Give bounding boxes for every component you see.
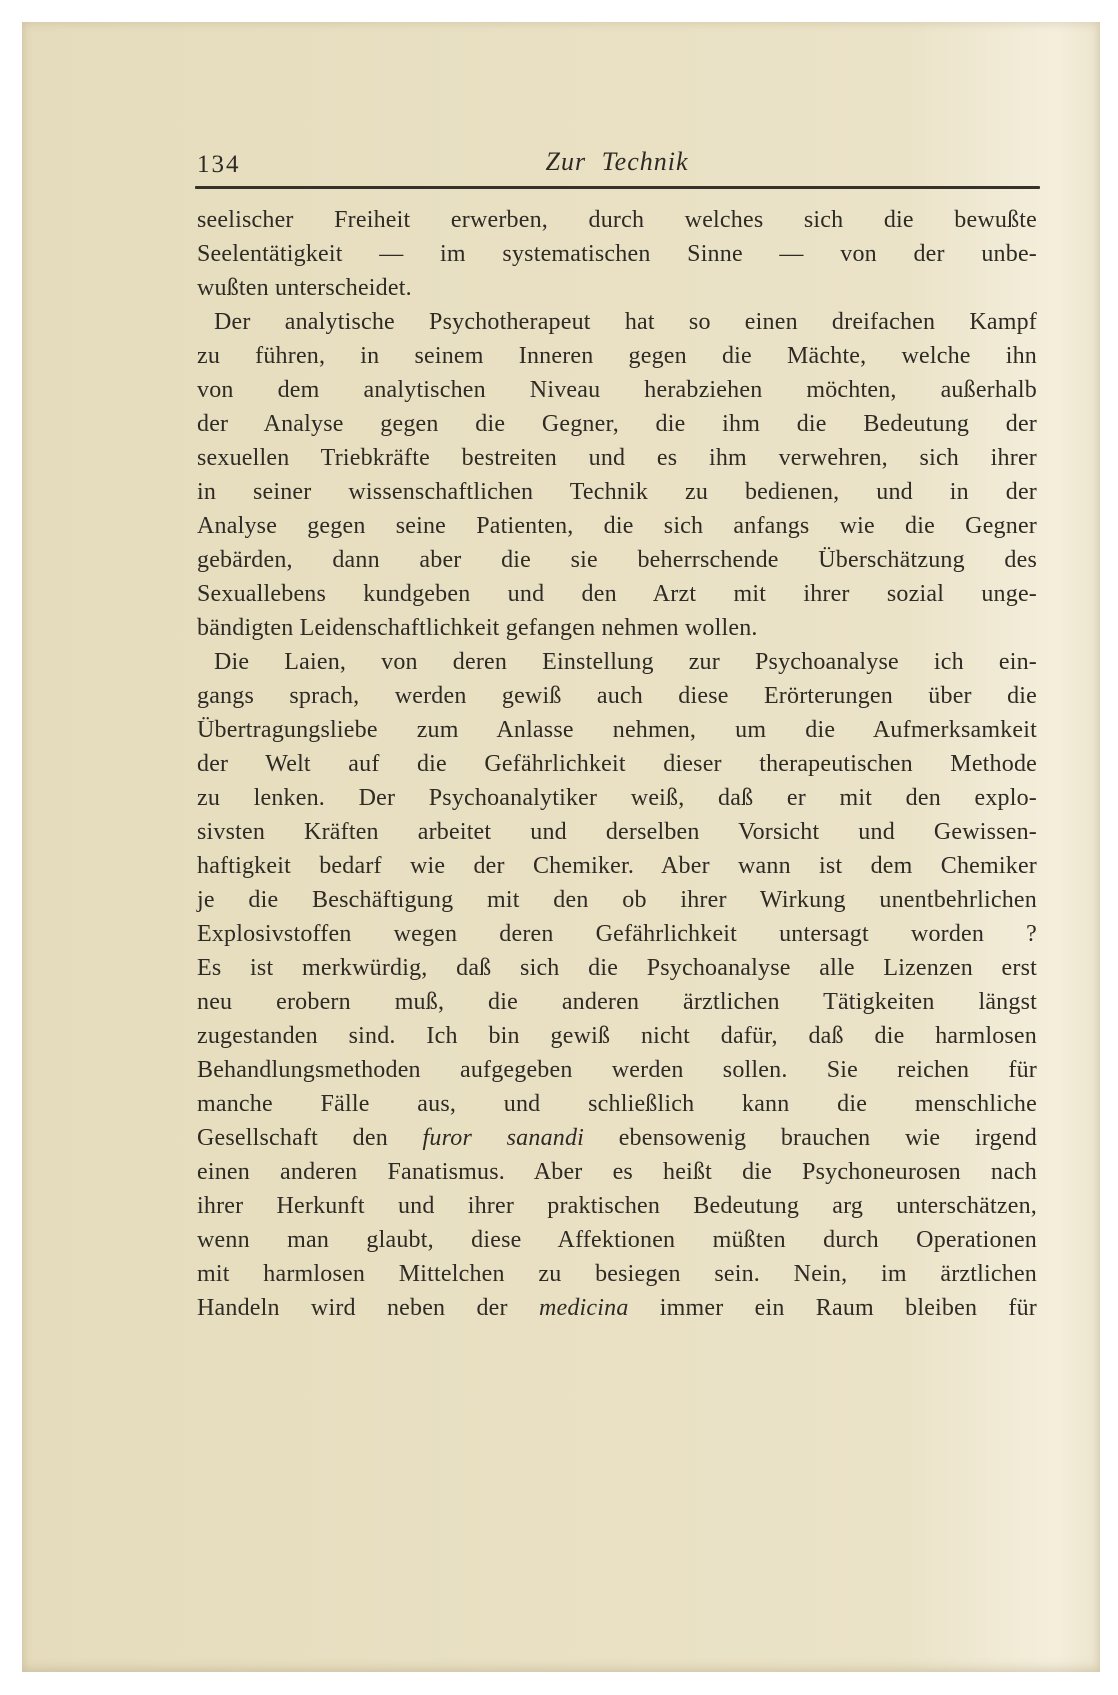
- book-page: [22, 22, 1100, 1672]
- text-segment: Behandlungsmethoden aufgegeben werden sollen. Sie reichen für: [197, 1057, 1037, 1083]
- text-line: [197, 237, 1037, 271]
- text-line: [197, 475, 1037, 509]
- text-segment: Seelentätigkeit — im systematischen Sinne — von der unbe-: [197, 241, 1037, 267]
- text-line: [197, 1155, 1037, 1189]
- text-line: [197, 645, 1037, 679]
- text-segment: ebensowenig brauchen wie irgend: [584, 1125, 1037, 1151]
- text-segment: zu lenken. Der Psychoanalytiker weiß, daß er mit den explo-: [197, 785, 1037, 811]
- text-line: [197, 713, 1037, 747]
- text-segment: Analyse gegen seine Patienten, die sich anfangs wie die Gegner: [197, 513, 1037, 539]
- text-segment: Die Laien, von deren Einstellung zur Psychoanalyse ich ein-: [214, 649, 1037, 675]
- text-line: [197, 1223, 1037, 1257]
- text-line: [197, 917, 1037, 951]
- text-segment: Es ist merkwürdig, daß sich die Psychoanalyse alle Lizenzen erst: [197, 955, 1037, 981]
- text-line: [197, 1189, 1037, 1223]
- text-segment: neu erobern muß, die anderen ärztlichen Tätigkeiten längst: [197, 989, 1037, 1015]
- text-segment: von dem analytischen Niveau herabziehen möchten, außerhalb: [197, 377, 1037, 403]
- text-line: [197, 849, 1037, 883]
- text-line: [197, 577, 1037, 611]
- text-segment: je die Beschäftigung mit den ob ihrer Wirkung unentbehrlichen: [197, 887, 1037, 913]
- text-segment: Der analytische Psychotherapeut hat so einen dreifachen Kampf: [214, 309, 1037, 335]
- text-line: [197, 373, 1037, 407]
- text-segment: mit harmlosen Mittelchen zu besiegen sein. Nein, im ärztlichen: [197, 1261, 1037, 1287]
- text-segment: einen anderen Fanatismus. Aber es heißt die Psychoneurosen nach: [197, 1159, 1037, 1185]
- text-segment: zugestanden sind. Ich bin gewiß nicht dafür, daß die harmlosen: [197, 1023, 1037, 1049]
- text-line: [197, 509, 1037, 543]
- italic-text: medicina: [538, 1295, 629, 1321]
- text-segment: Explosivstoffen wegen deren Gefährlichkeit untersagt worden ?: [197, 921, 1037, 947]
- text-segment: gebärden, dann aber die sie beherrschende Überschätzung des: [197, 547, 1037, 573]
- text-line: [197, 679, 1037, 713]
- text-line: [197, 1121, 1037, 1155]
- text-line: [197, 271, 1037, 305]
- text-segment: sexuellen Triebkräfte bestreiten und es ihm verwehren, sich ihrer: [197, 445, 1037, 471]
- text-line: [197, 203, 1037, 237]
- text-line: [197, 305, 1037, 339]
- text-segment: manche Fälle aus, und schließlich kann die menschliche: [197, 1091, 1037, 1117]
- text-line: [197, 407, 1037, 441]
- text-line: [197, 441, 1037, 475]
- running-title: Zur Technik: [545, 147, 689, 176]
- text-segment: bändigten Leidenschaftlichkeit gefangen nehmen wollen.: [197, 615, 758, 641]
- text-segment: zu führen, in seinem Inneren gegen die Mächte, welche ihn: [197, 343, 1037, 369]
- text-line: [197, 815, 1037, 849]
- text-segment: in seiner wissenschaftlichen Technik zu bedienen, und in der: [197, 479, 1037, 505]
- text-segment: Gesellschaft den: [197, 1125, 423, 1151]
- text-line: [197, 339, 1037, 373]
- text-segment: gangs sprach, werden gewiß auch diese Erörterungen über die: [197, 683, 1037, 709]
- text-line: [197, 1291, 1037, 1325]
- text-segment: Sexuallebens kundgeben und den Arzt mit ihrer sozial unge-: [197, 581, 1037, 607]
- text-line: [197, 883, 1037, 917]
- text-segment: ihrer Herkunft und ihrer praktischen Bedeutung arg unterschätzen,: [197, 1193, 1037, 1219]
- body-text: [197, 203, 1037, 1325]
- text-line: [197, 611, 1037, 645]
- text-segment: sivsten Kräften arbeitet und derselben Vorsicht und Gewissen-: [197, 819, 1037, 845]
- text-line: [197, 543, 1037, 577]
- text-segment: immer ein Raum bleiben für: [628, 1295, 1037, 1321]
- text-line: [197, 747, 1037, 781]
- text-segment: Übertragungsliebe zum Anlasse nehmen, um die Aufmerksamkeit: [197, 717, 1037, 743]
- text-line: [197, 985, 1037, 1019]
- text-segment: wenn man glaubt, diese Affektionen müßten durch Operationen: [197, 1227, 1037, 1253]
- text-line: [197, 781, 1037, 815]
- text-line: [197, 1053, 1037, 1087]
- text-line: [197, 1257, 1037, 1291]
- text-segment: Handeln wird neben der: [197, 1295, 539, 1321]
- text-segment: wußten unterscheidet.: [197, 275, 412, 301]
- text-segment: der Analyse gegen die Gegner, die ihm die Bedeutung der: [197, 411, 1037, 437]
- text-line: [197, 1087, 1037, 1121]
- italic-text: furor sanandi: [422, 1125, 585, 1151]
- text-segment: haftigkeit bedarf wie der Chemiker. Aber wann ist dem Chemiker: [197, 853, 1037, 879]
- text-segment: seelischer Freiheit erwerben, durch welches sich die bewußte: [197, 207, 1037, 233]
- page-number: 134: [197, 151, 241, 178]
- header-rule: [195, 186, 1040, 189]
- text-line: [197, 951, 1037, 985]
- text-line: [197, 1019, 1037, 1053]
- text-segment: der Welt auf die Gefährlichkeit dieser therapeutischen Methode: [197, 751, 1037, 777]
